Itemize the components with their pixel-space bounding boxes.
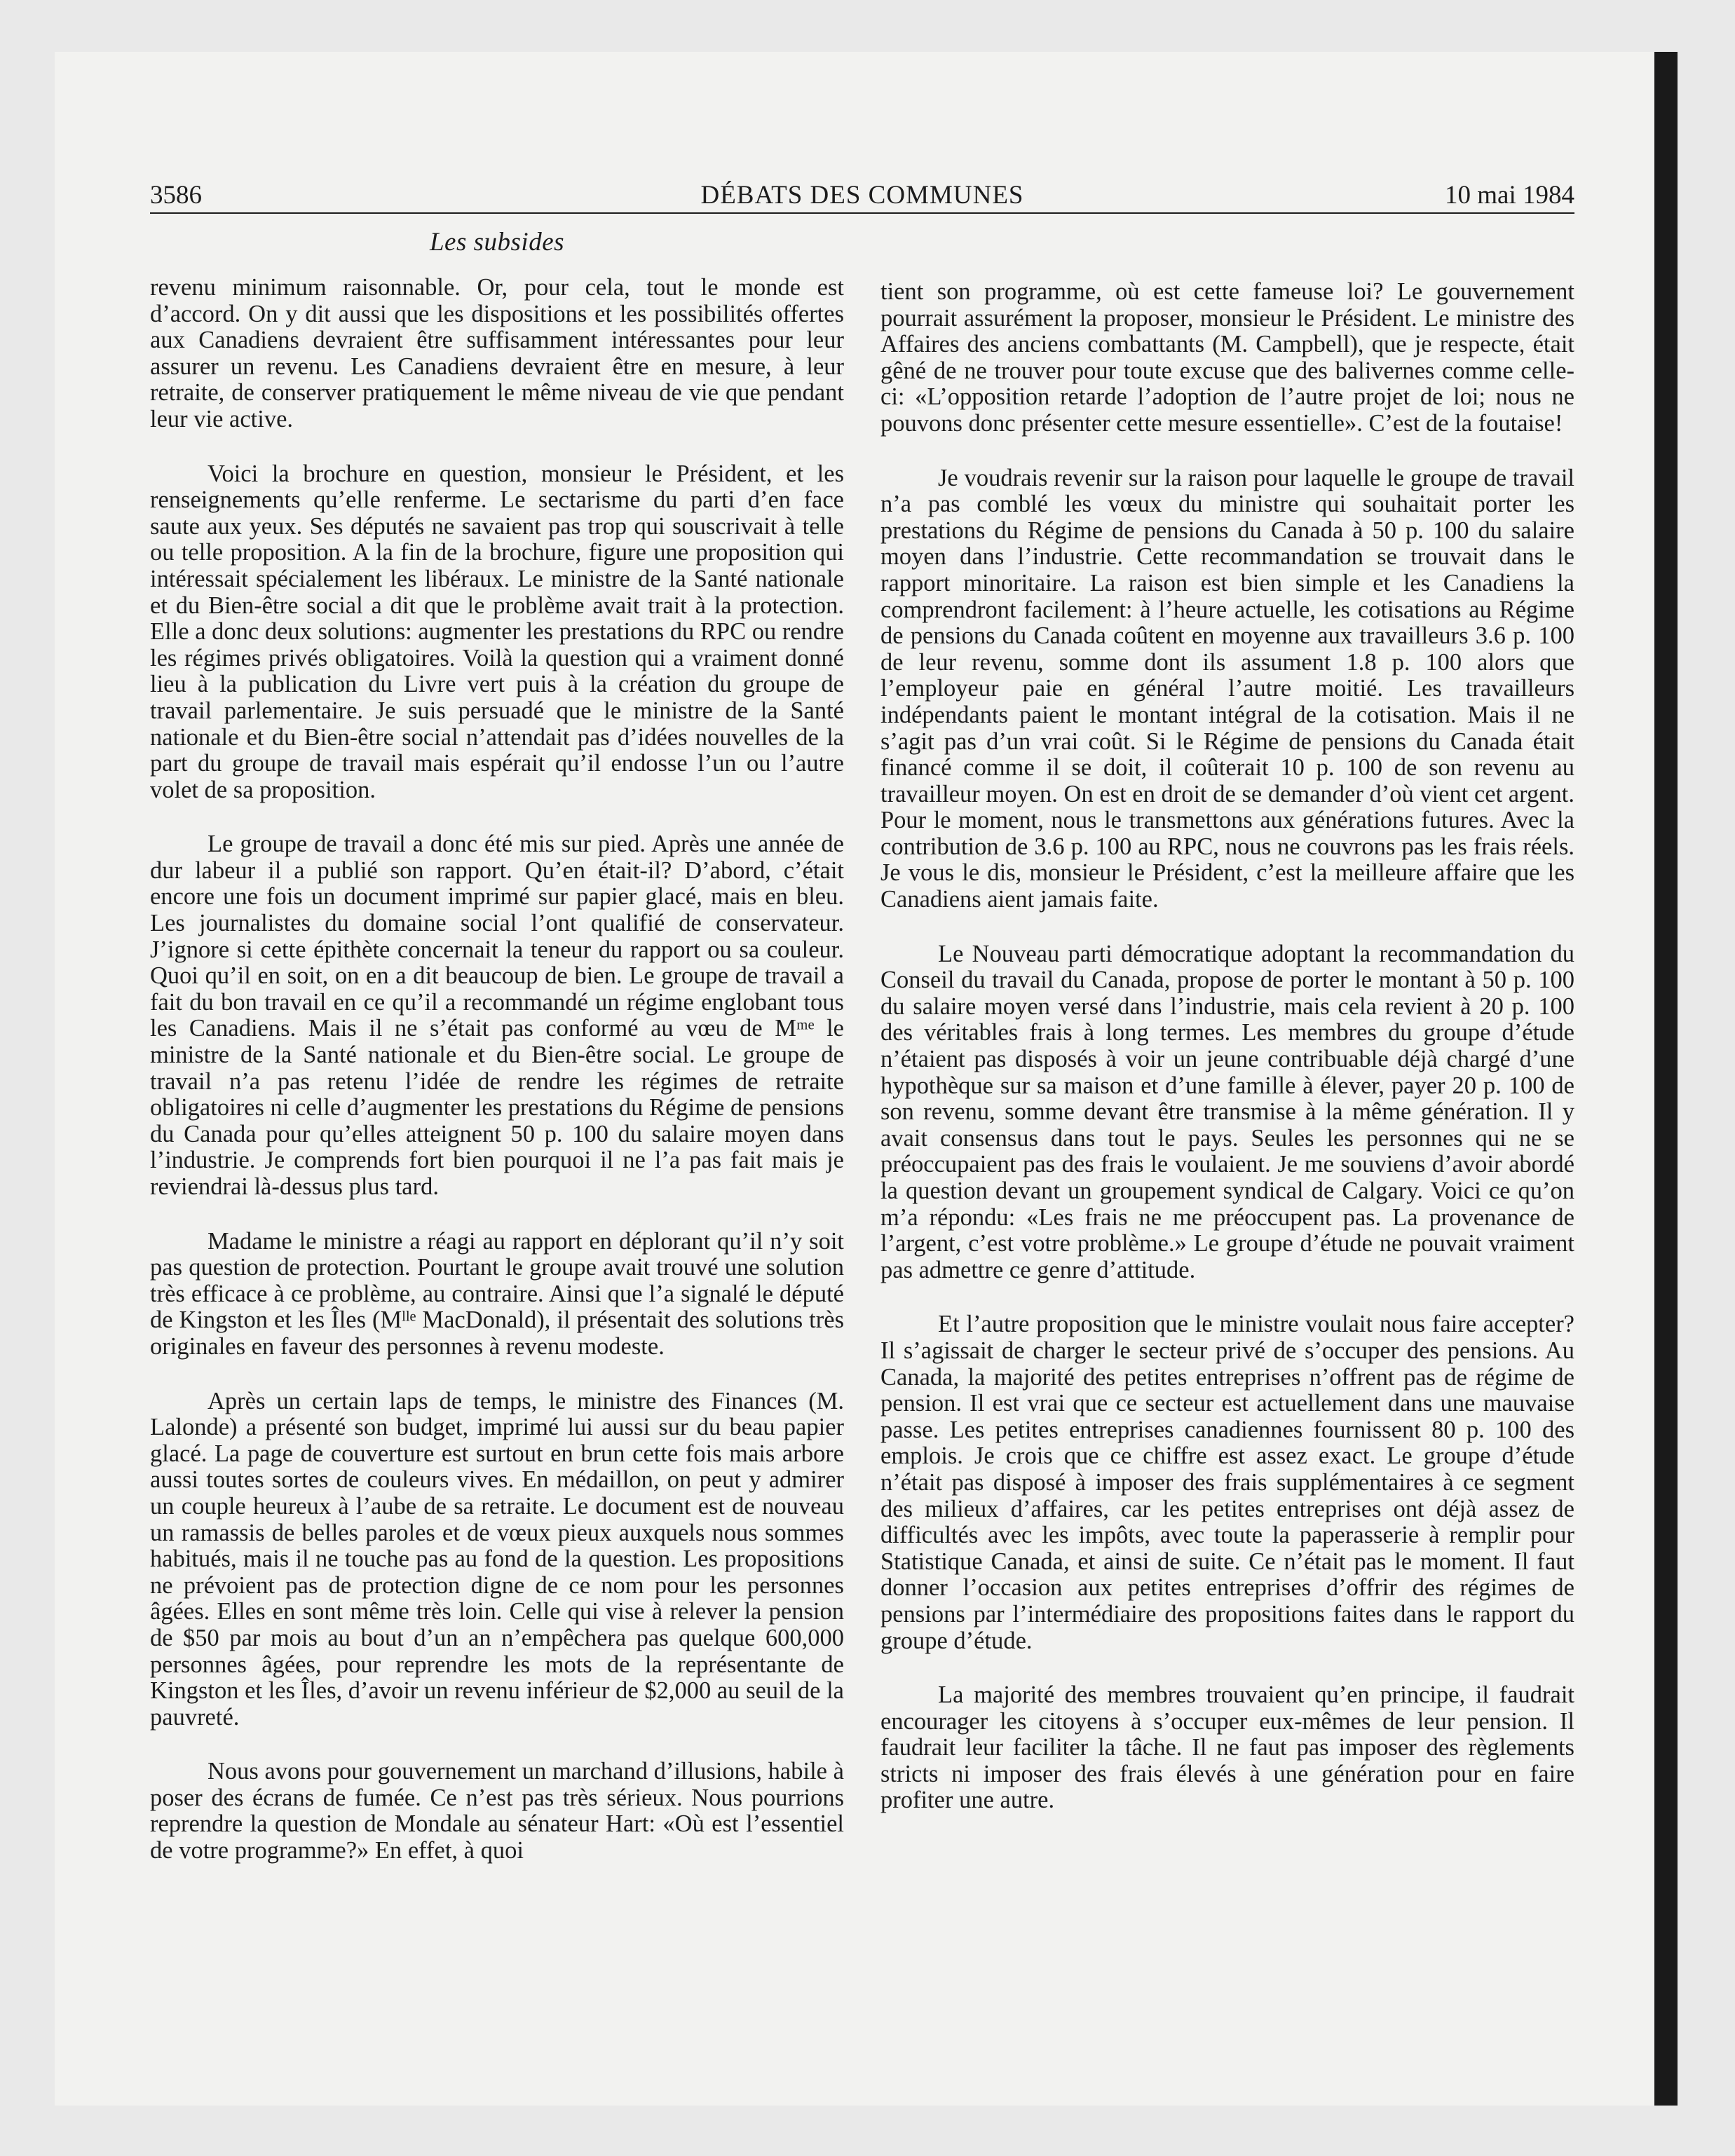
scan-edge-shadow xyxy=(1654,52,1678,2106)
right-column xyxy=(880,279,1574,1842)
paragraph: Après un certain laps de temps, le ministre des Finances (M. Lalonde) a présenté son budget, imprimé lui aussi sur du beau papier glacé. La page de couverture est surtout en brun cette fois mais arbore aussi toutes sortes de couleurs vives. En médaillon, on peut y admirer un couple heureux à l’aube de sa retraite. Le document est de nouveau un ramassis de belles paroles et de vœux pieux auxquels nous sommes habitués, mais il ne touche pas au fond de la question. Les propositions ne prévoient pas de protection digne de ce nom pour les personnes âgées. Elles en sont même très loin. Celle qui vise à relever la pension de $50 par mois au bout d’un an n’empêchera pas quelque 600,000 personnes âgées, pour reprendre les mots de la représentante de Kingston et les Îles, d’avoir un revenu inférieur de $2,000 au seuil de la pauvreté. xyxy=(150,1387,844,1731)
paragraph: Madame le ministre a réagi au rapport en déplorant qu’il n’y soit pas question de protection. Pourtant le groupe avait trouvé une solution très efficace à ce problème, au contraire. Ainsi que l’a signalé le député de Kingston et les Îles (Mˡˡᵉ MacDonald), il présentait des solutions très originales en faveur des personnes à revenu modeste. xyxy=(150,1227,844,1360)
paragraph: revenu minimum raisonnable. Or, pour cela, tout le monde est d’accord. On y dit aussi que les dispositions et les possibilités offertes aux Canadiens devraient être suffisamment intéressantes pour leur assurer un revenu. Les Canadiens devraient être en mesure, à leur retraite, de conserver pratiquement le même niveau de vie que pendant leur vie active. xyxy=(150,274,844,432)
paragraph: tient son programme, où est cette fameuse loi? Le gouvernement pourrait assurément la proposer, monsieur le Président. Le ministre des Affaires des anciens combattants (M. Campbell), que je respecte, était gêné de ne trouver pour toute excuse que des balivernes comme celle-ci: «L’opposition retarde l’adoption de l’autre projet de loi; nous ne pouvons donc présenter cette mesure essentielle». C’est de la foutaise! xyxy=(880,278,1574,437)
paragraph: Nous avons pour gouvernement un marchand d’illusions, habile à poser des écrans de fumée. Ce n’est pas très sérieux. Nous pourrions reprendre la question de Mondale au sénateur Hart: «Où est l’essentiel de votre programme?» En effet, à quoi xyxy=(150,1758,844,1864)
publication-date: 10 mai 1984 xyxy=(1445,181,1574,210)
paragraph: Voici la brochure en question, monsieur le Président, et les renseignements qu’elle renferme. Le sectarisme du parti d’en face saute aux yeux. Ses députés ne savaient pas trop qui souscrivait à telle ou telle proposition. A la fin de la brochure, figure une proposition qui intéressait spécialement les libéraux. Le ministre de la Santé nationale et du Bien-être social a dit que le problème avait trait à la protection. Elle a donc deux solutions: augmenter les prestations du RPC ou rendre les régimes privés obligatoires. Voilà la question qui a vraiment donné lieu à la publication du Livre vert puis à la création du groupe de travail parlementaire. Je suis persuadé que le ministre de la Santé nationale et du Bien-être social n’attendait pas d’idées nouvelles de la part du groupe de travail mais espérait qu’il endosse l’un ou l’autre volet de sa proposition. xyxy=(150,460,844,803)
left-column xyxy=(150,275,844,1892)
page-number: 3586 xyxy=(150,181,202,210)
page-header xyxy=(150,177,1574,214)
paragraph: Je voudrais revenir sur la raison pour laquelle le groupe de travail n’a pas comblé les vœux du ministre qui souhaitait porter les prestations du Régime de pensions du Canada à 50 p. 100 du salaire moyen dans l’industrie. Cette recommandation se trouvait dans le rapport minoritaire. La raison est bien simple et les Canadiens la comprendront facilement: à l’heure actuelle, les cotisations au Régime de pensions du Canada coûtent en moyenne aux travailleurs 3.6 p. 100 de leur revenu, somme dont ils assument 1.8 p. 100 alors que l’employeur paie en général l’autre moitié. Les travailleurs indépendants paient le montant intégral de la cotisation. Mais il ne s’agit pas d’un vrai coût. Si le Régime de pensions du Canada était financé comme il se doit, il coûterait 10 p. 100 de son revenu au travailleur moyen. On est en droit de se demander d’où vient cet argent. Pour le moment, nous le transmettons aux générations futures. Avec la contribution de 3.6 p. 100 au RPC, nous ne couvrons pas les frais réels. Je vous le dis, monsieur le Président, c’est la meilleure affaire que les Canadiens aient jamais faite. xyxy=(880,464,1574,913)
paragraph: Et l’autre proposition que le ministre voulait nous faire accepter? Il s’agissait de charger le secteur privé de s’occuper des pensions. Au Canada, la majorité des petites entreprises n’offrent pas de régime de pension. Il est vrai que ce secteur est actuellement dans une mauvaise passe. Les petites entreprises canadiennes fournissent 80 p. 100 des emplois. Je crois que ce chiffre est assez exact. Le groupe d’étude n’était pas disposé à imposer des frais supplémentaires à ce segment des milieux d’affaires, car les petites entreprises ont déjà assez de difficultés avec les impôts, avec toute la paperasserie à remplir pour Statistique Canada, et ainsi de suite. Ce n’était pas le moment. Il faut donner l’occasion aux petites entreprises d’offrir des régimes de pensions par l’intermédiaire des propositions faites dans le rapport du groupe d’étude. xyxy=(880,1311,1574,1654)
header-rule xyxy=(150,212,1574,214)
paragraph: La majorité des membres trouvaient qu’en principe, il faudrait encourager les citoyens à s’occuper eux-mêmes de leur pension. Il faudrait leur faciliter la tâche. Il ne faut pas imposer des règlements stricts ni imposer des frais élevés à une génération pour en faire profiter une autre. xyxy=(880,1681,1574,1814)
paragraph: Le groupe de travail a donc été mis sur pied. Après une année de dur labeur il a publié son rapport. Qu’en était-il? D’abord, c’était encore une fois un document imprimé sur papier glacé, mais en bleu. Les journalistes du domaine social l’ont qualifié de conservateur. J’ignore si cette épithète concernait la teneur du rapport ou sa couleur. Quoi qu’il en soit, on en a dit beaucoup de bien. Le groupe de travail a fait du bon travail en ce qu’il a recommandé un régime englobant tous les Canadiens. Mais il ne s’était pas conformé au vœu de Mᵐᵉ le ministre de la Santé nationale et du Bien-être social. Le groupe de travail n’a pas retenu l’idée de rendre les régimes de retraite obligatoires ni celle d’augmenter les prestations du Régime de pensions du Canada pour qu’elles atteignent 50 p. 100 du salaire moyen dans l’industrie. Je comprends fort bien pourquoi il ne l’a pas fait mais je reviendrai là-dessus plus tard. xyxy=(150,831,844,1200)
section-title: Les subsides xyxy=(429,228,565,257)
paragraph: Le Nouveau parti démocratique adoptant la recommandation du Conseil du travail du Canada, propose de porter le montant à 50 p. 100 du salaire moyen versé dans l’industrie, mais cela revient à 20 p. 100 des véritables frais à long termes. Les membres du groupe d’étude n’étaient pas disposés à voir un jeune contribuable déjà chargé d’une hypothèque sur sa maison et d’une famille à élever, payer 20 p. 100 de son revenu, somme devant être transmise à la même génération. Il y avait consensus dans tout le pays. Seules les personnes qui ne se préoccupaient pas des frais le voulaient. Je me souviens d’avoir abordé la question devant un groupement syndical de Calgary. Voici ce qu’on m’a répondu: «Les frais ne me préoccupent pas. La provenance de l’argent, c’est votre problème.» Le groupe d’étude ne pouvait vraiment pas admettre ce genre d’attitude. xyxy=(880,940,1574,1283)
publication-title: DÉBATS DES COMMUNES xyxy=(700,181,1024,210)
